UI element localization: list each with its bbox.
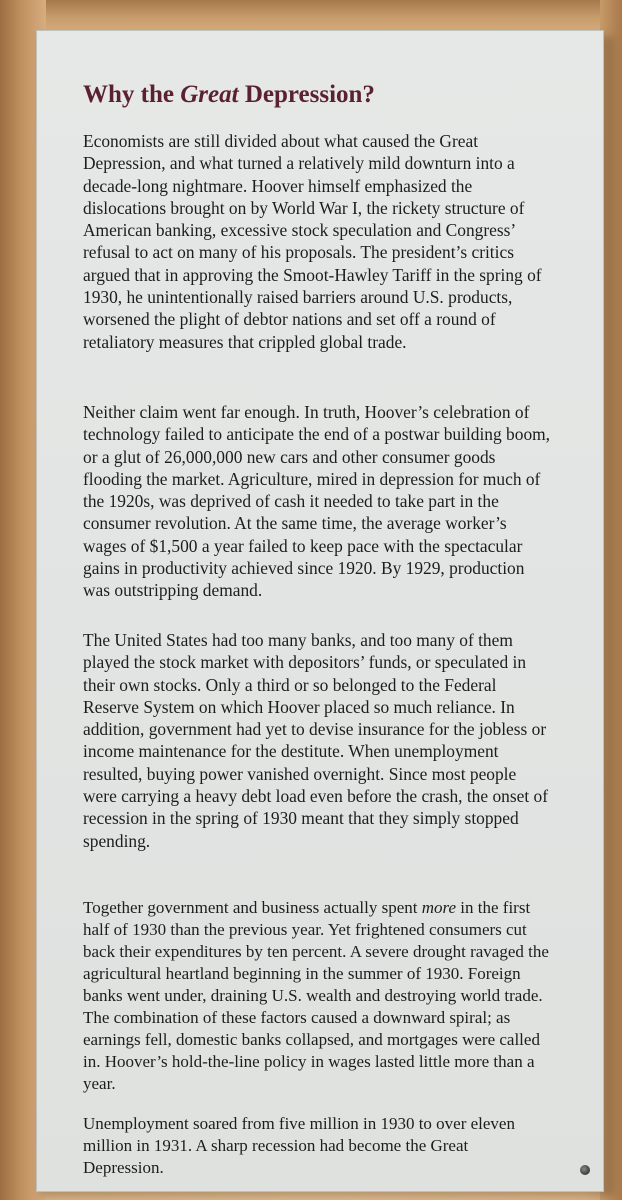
title-italic-word: Great bbox=[180, 81, 239, 108]
paragraph-neither-claim: Neither claim went far enough. In truth, Hoover’s celebration of technology failed to anticipate the end of a postwar building boom, or a glut of 26,000,000 new cars and other consumer goods flooding the market. Agriculture, mired in depression for much of the 1920s, was deprived of cash it needed to take part in the consumer revolution. At the same time, the average worker’s wages of $1,500 a year failed to keep pace with the spectacular gains in productivity achieved since 1920. By 1929, production was outstripping demand. bbox=[83, 402, 551, 601]
paragraph-unemployment: Unemployment soared from five million in 1930 to over eleven million in 1931. A sharp recession had become the Great Depression. bbox=[83, 1114, 515, 1177]
paragraph-spending bbox=[83, 897, 553, 1095]
title-text-after: Depression? bbox=[238, 81, 375, 108]
exhibit-panel bbox=[36, 30, 604, 1192]
paragraph-spending-before: Together government and business actually spent bbox=[83, 898, 422, 917]
paragraph-too-many-banks: The United States had too many banks, and too many of them played the stock market with depositors’ funds, or speculated in their own stocks. Only a third or so belonged to the Federal Reserve System on which Hoover placed so much reliance. In addition, government had yet to devise insurance for the jobless or income maintenance for the destitute. When unemployment resulted, buying power vanished overnight. Since most people were carrying a heavy debt load even before the crash, the onset of recession in the spring of 1930 meant that they simply stopped spending. bbox=[83, 630, 548, 851]
paragraph-causes-debate: Economists are still divided about what caused the Great Depression, and what turned a relatively mild downturn into a decade-long nightmare. Hoover himself emphasized the dislocations brought on by World War I, the rickety structure of American banking, excessive stock speculation and Congress’ refusal to act on many of his proposals. The president’s critics argued that in approving the Smoot-Hawley Tariff in the spring of 1930, he unintentionally raised barriers around U.S. products, worsened the plight of debtor nations and set off a round of retaliatory measures that crippled global trade. bbox=[83, 131, 542, 352]
paragraph-spending-italic: more bbox=[421, 898, 457, 917]
paragraph-spending-after: in the first half of 1930 than the previous year. Yet frightened consumers cut back their expenditures by ten percent. A severe drought ravaged the agricultural heartland beginning in the summer of 1930. Foreign banks went under, draining U.S. wealth and destroying world trade. The combination of these factors caused a downward spiral; as earnings fell, domestic banks collapsed, and mortgages were called in. Hoover’s hold-the-line policy in wages lasted little more than a year. bbox=[83, 898, 549, 1093]
panel-title bbox=[83, 81, 375, 109]
title-text-before: Why the bbox=[83, 81, 181, 108]
mount-screw-icon bbox=[580, 1165, 590, 1175]
